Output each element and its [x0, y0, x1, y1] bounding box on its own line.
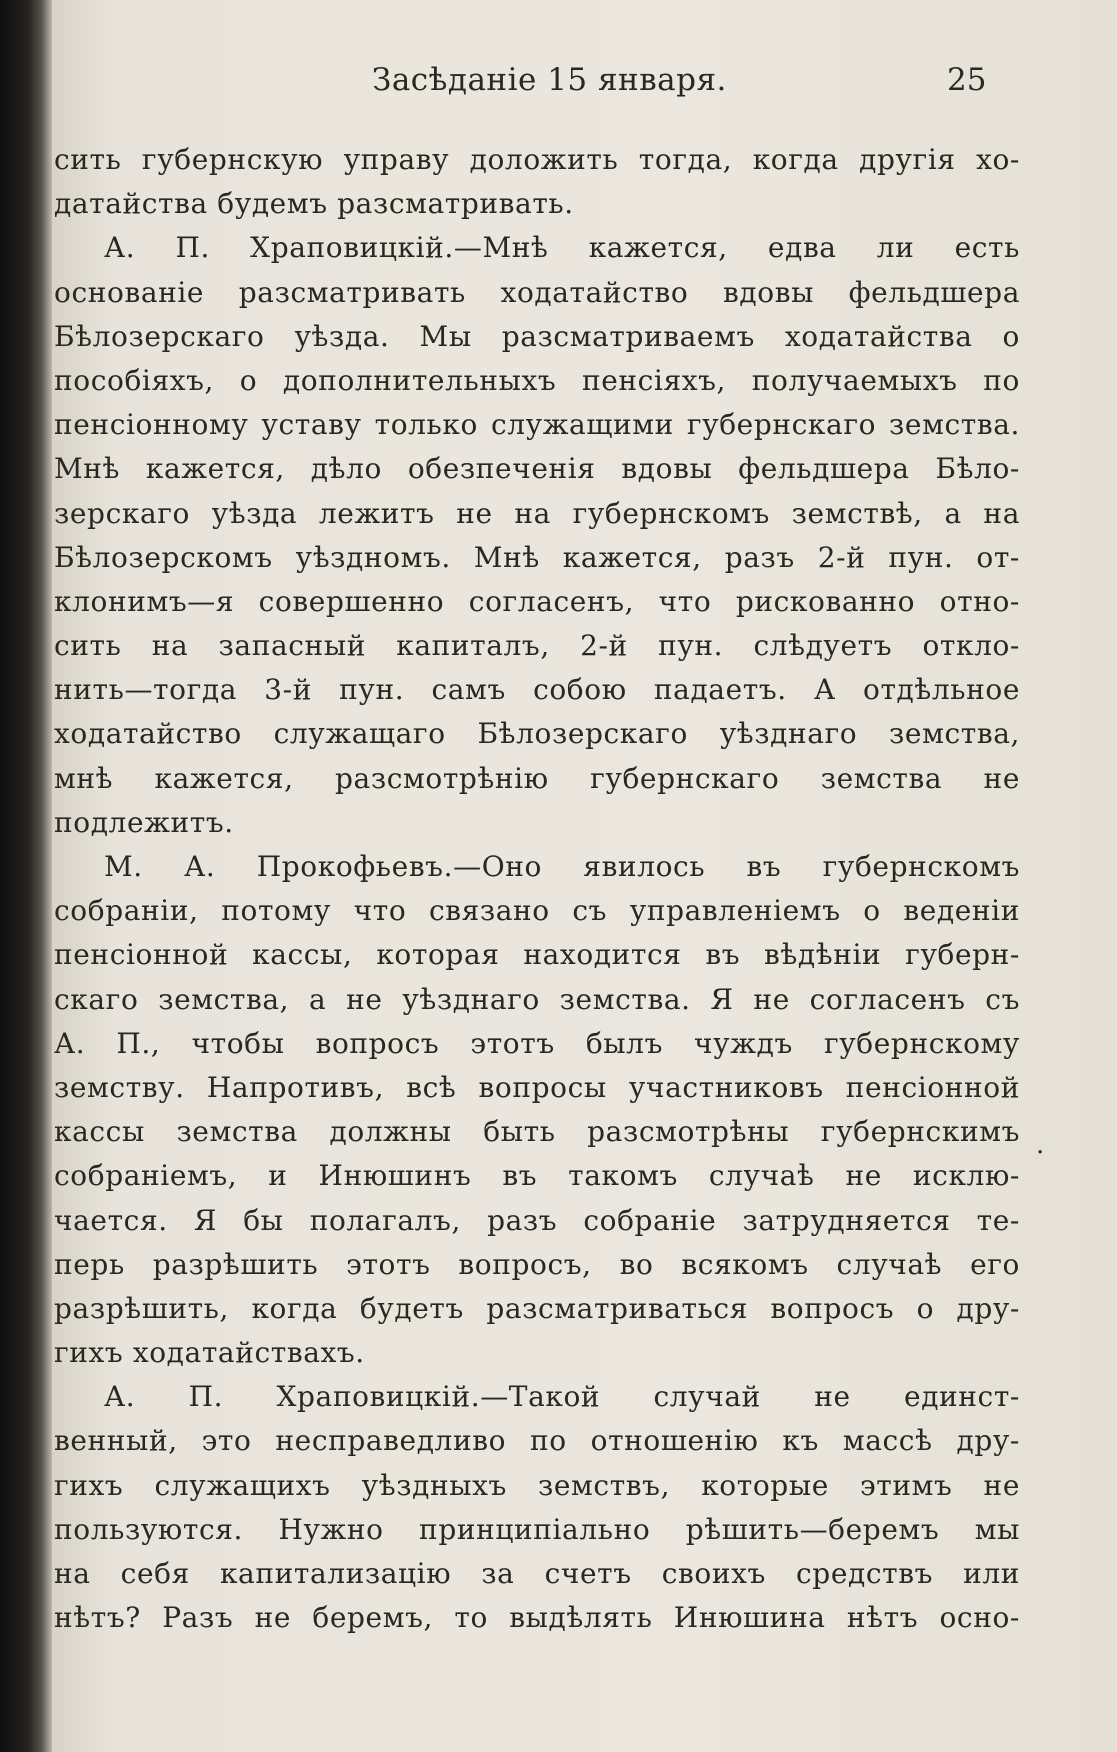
text-line: кассы земства должны быть разсмотрѣны губернскимъ — [54, 1115, 1020, 1149]
text-line: чается. Я бы полагалъ, разъ собраніе затрудняется те- — [54, 1203, 1020, 1237]
text-line: А. П. Храповицкій.—Мнѣ кажется, едва ли есть — [104, 231, 1020, 265]
text-line: А. П. Храповицкій.—Такой случай не единст- — [104, 1380, 1020, 1414]
text-line: сить губернскую управу доложить тогда, когда другія хо- — [54, 143, 1020, 176]
text-line: разрѣшить, когда будетъ разсматриваться вопросъ о дру- — [54, 1291, 1020, 1325]
text-line: пенсіонному уставу только служащими губернскаго земства. — [54, 408, 1020, 442]
text-line: Бѣлозерскомъ уѣздномъ. Мнѣ кажется, разъ 2-й пун. от- — [54, 540, 1020, 574]
running-head: Засѣданіе 15 января. — [372, 62, 727, 98]
text-line: гихъ ходатайствахъ. — [54, 1336, 365, 1370]
text-line: А. П., чтобы вопросъ этотъ былъ чуждъ губернскому — [54, 1026, 1020, 1060]
text-line: клонимъ—я совершенно согласенъ, что рискованно отно- — [54, 584, 1020, 618]
text-line: земству. Напротивъ, всѣ вопросы участниковъ пенсіонной — [54, 1070, 1020, 1104]
text-line: М. А. Прокофьевъ.—Оно явилось въ губернскомъ — [104, 850, 1020, 883]
text-line: основаніе разсматривать ходатайство вдовы фельдшера — [54, 275, 1020, 309]
text-line: на себя капитализацію за счетъ своихъ средствъ или — [54, 1557, 1020, 1590]
text-line: собраніемъ, и Инюшинъ въ такомъ случаѣ не исклю- — [54, 1159, 1020, 1193]
text-line: венный, это несправедливо по отношенію къ массѣ дру- — [54, 1424, 1020, 1458]
page-number: 25 — [947, 62, 987, 98]
book-page — [52, 0, 1117, 1752]
text-line: мнѣ кажется, разсмотрѣнію губернскаго земства не — [54, 761, 1020, 795]
text-line: гихъ служащихъ уѣздныхъ земствъ, которые этимъ не — [54, 1468, 1020, 1502]
book-spine-shadow — [0, 0, 52, 1752]
body-text — [54, 138, 1020, 1640]
text-line: пользуются. Нужно принципіально рѣшить—беремъ мы — [54, 1512, 1020, 1546]
text-line: зерскаго уѣзда лежитъ не на губернскомъ земствѣ, а на — [54, 496, 1020, 530]
text-line: Бѣлозерскаго уѣзда. Мы разсматриваемъ ходатайства о — [54, 319, 1020, 353]
text-line: скаго земства, а не уѣзднаго земства. Я не согласенъ съ — [54, 982, 1020, 1016]
stray-mark: . — [1036, 1130, 1045, 1160]
text-line: ходатайство служащаго Бѣлозерскаго уѣзднаго земства, — [54, 717, 1020, 751]
text-line: пособіяхъ, о дополнительныхъ пенсіяхъ, получаемыхъ по — [54, 363, 1020, 397]
text-line: подлежитъ. — [54, 805, 234, 839]
text-line: датайства будемъ разсматривать. — [54, 187, 574, 221]
text-line: Мнѣ кажется, дѣло обезпеченія вдовы фельдшера Бѣло- — [54, 452, 1020, 486]
text-line: нить—тогда 3-й пун. самъ собою падаетъ. А отдѣльное — [54, 673, 1020, 707]
text-line: сить на запасный капиталъ, 2-й пун. слѣдуетъ откло- — [54, 629, 1020, 663]
text-line: нѣтъ? Разъ не беремъ, то выдѣлять Инюшина нѣтъ осно- — [54, 1601, 1020, 1635]
page-header — [52, 62, 1117, 112]
text-line: пенсіонной кассы, которая находится въ вѣдѣніи губерн- — [54, 938, 1020, 972]
text-line: собраніи, потому что связано съ управленіемъ о веденіи — [54, 894, 1020, 928]
text-line: перь разрѣшить этотъ вопросъ, во всякомъ случаѣ его — [54, 1247, 1020, 1281]
